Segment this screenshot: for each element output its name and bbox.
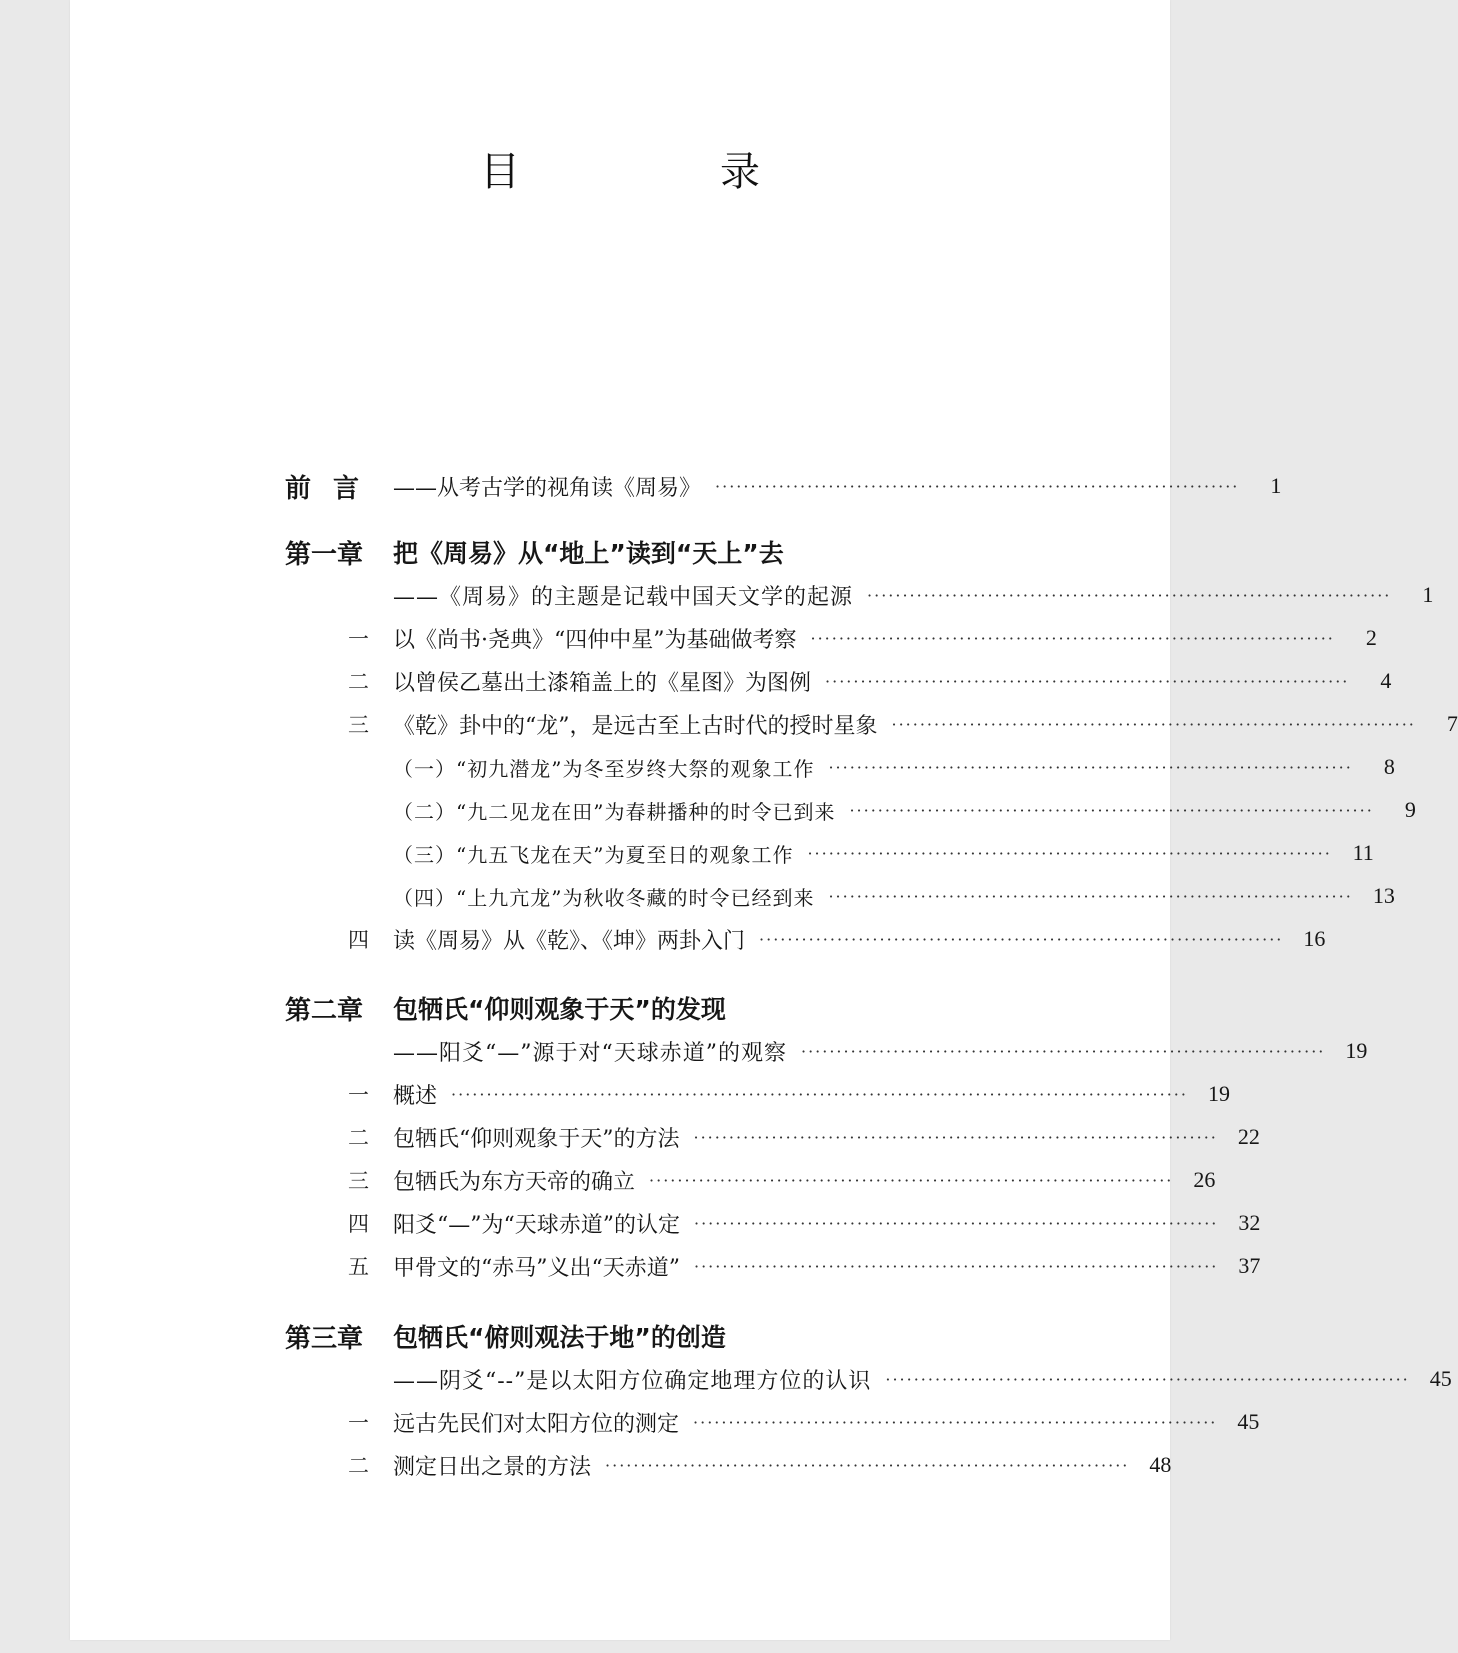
page-title: 目 录 xyxy=(480,149,840,195)
toc-text: ——从考古学的视角读《周易》 xyxy=(393,475,702,501)
toc-entry[interactable] xyxy=(285,833,1374,873)
toc-label: 第一章 xyxy=(285,539,364,570)
toc-text: 包牺氏为东方天帝的确立 xyxy=(393,1169,636,1195)
toc-entry[interactable] xyxy=(285,1203,1261,1243)
toc-subtitle[interactable] xyxy=(285,575,1434,615)
toc-entry[interactable] xyxy=(285,661,1392,701)
toc-page: 45 xyxy=(1429,1366,1452,1391)
toc-label: 二 xyxy=(348,1454,369,1478)
toc-label: 第二章 xyxy=(285,995,364,1026)
toc-label: 一 xyxy=(348,1083,369,1107)
leader-dots: ········································································································ xyxy=(451,1084,1188,1104)
leader-dots: ·········································································· xyxy=(810,628,1335,648)
toc-chapter[interactable] xyxy=(285,532,1065,572)
toc-label: 四 xyxy=(348,928,369,952)
toc-entry[interactable] xyxy=(285,919,1326,959)
toc-text: ——阳爻“—”源于对“天球赤道”的观察 xyxy=(393,1040,787,1066)
toc-page: 8 xyxy=(1383,754,1395,779)
toc-text: 甲骨文的“赤马”义出“天赤道” xyxy=(393,1255,680,1281)
toc-text: 以曾侯乙墓出土漆箱盖上的《星图》为图例 xyxy=(393,670,812,696)
toc-label: 三 xyxy=(348,713,369,737)
toc-page: 9 xyxy=(1404,797,1416,822)
leader-dots: ·········································································· xyxy=(693,1127,1218,1147)
toc-chapter[interactable] xyxy=(285,1316,1065,1356)
toc-page: 13 xyxy=(1372,883,1395,908)
leader-dots: ·········································································· xyxy=(649,1170,1174,1190)
toc-label: 一 xyxy=(348,627,369,651)
toc-text: 包牺氏“俯则观法于地”的创造 xyxy=(393,1323,726,1352)
leader-dots: ·········································································· xyxy=(605,1455,1130,1475)
toc-text: 《乾》卦中的“龙”，是远古至上古时代的授时星象 xyxy=(393,713,878,739)
toc-page: 16 xyxy=(1303,926,1326,951)
leader-dots: ·········································································· xyxy=(828,886,1353,906)
toc-subtitle[interactable] xyxy=(285,1031,1368,1071)
toc-text: 测定日出之景的方法 xyxy=(393,1454,592,1480)
toc-text: （一）“初九潜龙”为冬至岁终大祭的观象工作 xyxy=(393,756,815,781)
toc-entry[interactable] xyxy=(285,1246,1261,1286)
leader-dots: ·········································································· xyxy=(891,714,1416,734)
toc-entry[interactable] xyxy=(285,466,1282,506)
toc-text: 把《周易》从“地上”读到“天上”去 xyxy=(393,539,784,568)
leader-dots: ·········································································· xyxy=(807,843,1332,863)
toc-text: 阳爻“—”为“天球赤道”的认定 xyxy=(393,1212,680,1238)
toc-page: 19 xyxy=(1207,1081,1230,1106)
toc-label: 四 xyxy=(348,1212,369,1236)
toc-chapter[interactable] xyxy=(285,988,1065,1028)
toc-page: 32 xyxy=(1238,1210,1261,1235)
leader-dots: ·········································································· xyxy=(825,671,1350,691)
toc-page: 1 xyxy=(1422,582,1434,607)
toc-entry[interactable] xyxy=(285,1445,1172,1485)
toc-text: ——阴爻“--”是以太阳方位确定地理方位的认识 xyxy=(393,1368,872,1394)
toc-subtitle[interactable] xyxy=(285,1359,1452,1399)
leader-dots: ·········································································· xyxy=(693,1412,1218,1432)
toc-text: 包牺氏“仰则观象于天”的方法 xyxy=(393,1126,680,1152)
toc-text: 远古先民们对太阳方位的测定 xyxy=(393,1411,680,1437)
leader-dots: ·········································································· xyxy=(828,757,1353,777)
toc-entry[interactable] xyxy=(285,790,1416,830)
toc-text: 概述 xyxy=(393,1083,438,1109)
toc-text: 读《周易》从《乾》、《坤》两卦入门 xyxy=(393,928,746,954)
toc-page: 2 xyxy=(1365,625,1377,650)
toc-label: 第三章 xyxy=(285,1323,364,1354)
toc-page: 45 xyxy=(1237,1409,1260,1434)
toc-label: 三 xyxy=(348,1169,369,1193)
toc-page: 22 xyxy=(1237,1124,1260,1149)
document-page xyxy=(70,0,1458,1640)
toc-entry[interactable] xyxy=(285,1117,1260,1157)
leader-dots: ·········································································· xyxy=(694,1213,1219,1233)
toc-entry[interactable] xyxy=(285,618,1377,658)
toc-page: 1 xyxy=(1270,473,1282,498)
toc-text: （四）“上九亢龙”为秋收冬藏的时令已经到来 xyxy=(393,885,815,910)
toc-text: （二）“九二见龙在田”为春耕播种的时令已到来 xyxy=(393,799,836,824)
leader-dots: ·········································································· xyxy=(885,1369,1410,1389)
leader-dots: ·········································································· xyxy=(715,476,1240,496)
toc-label: 前言 xyxy=(285,473,382,504)
toc-label: 五 xyxy=(348,1255,369,1279)
toc-entry[interactable] xyxy=(285,747,1395,787)
toc-label: 一 xyxy=(348,1411,369,1435)
leader-dots: ·········································································· xyxy=(694,1256,1219,1276)
toc-page: 11 xyxy=(1352,840,1374,865)
toc-text: ——《周易》的主题是记载中国天文学的起源 xyxy=(393,584,854,610)
toc-text: （三）“九五飞龙在天”为夏至日的观象工作 xyxy=(393,842,794,867)
toc-page: 26 xyxy=(1193,1167,1216,1192)
toc-entry[interactable] xyxy=(285,1160,1216,1200)
toc-label: 二 xyxy=(348,1126,369,1150)
toc-label: 二 xyxy=(348,670,369,694)
toc-entry[interactable] xyxy=(285,876,1395,916)
leader-dots: ·········································································· xyxy=(867,585,1392,605)
toc-entry[interactable] xyxy=(285,1074,1230,1114)
toc-page: 48 xyxy=(1149,1452,1172,1477)
leader-dots: ·········································································· xyxy=(849,800,1374,820)
toc-entry[interactable] xyxy=(285,1402,1260,1442)
toc-entry[interactable] xyxy=(285,704,1458,744)
toc-page: 4 xyxy=(1380,668,1392,693)
toc-text: 以《尚书·尧典》“四仲中星”为基础做考察 xyxy=(393,627,797,653)
toc-page: 37 xyxy=(1238,1253,1261,1278)
leader-dots: ·········································································· xyxy=(759,929,1284,949)
toc-page: 7 xyxy=(1446,711,1458,736)
toc-text: 包牺氏“仰则观象于天”的发现 xyxy=(393,995,726,1024)
toc-page: 19 xyxy=(1345,1038,1368,1063)
leader-dots: ·········································································· xyxy=(801,1041,1326,1061)
